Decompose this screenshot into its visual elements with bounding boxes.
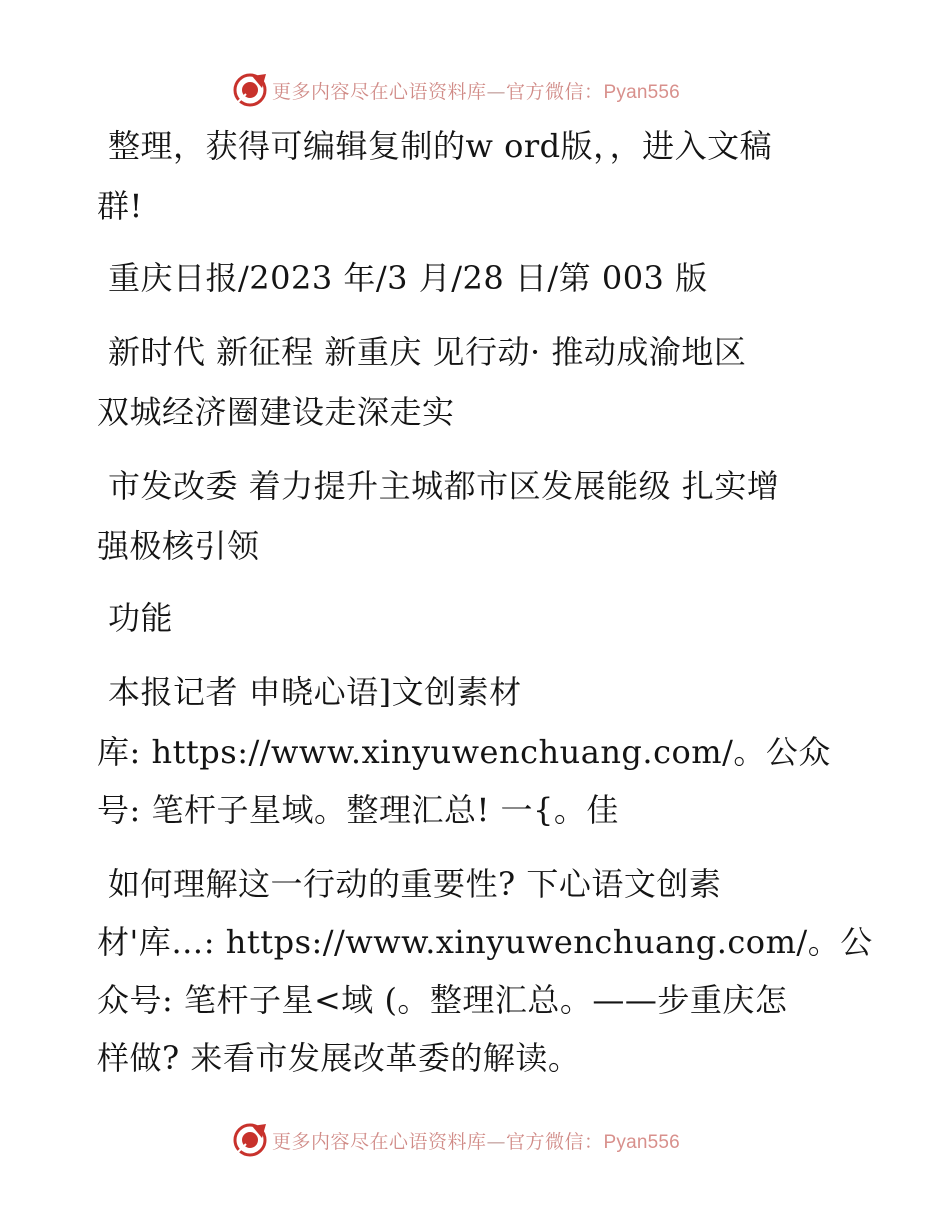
header-channel-label: 官方微信： — [506, 80, 604, 103]
body-line-6: 市发改委 着力提升主城都市区发展能级 扎实增 — [108, 467, 780, 505]
body-line-8: 功能 — [108, 599, 174, 637]
footer-separator: — — [486, 1130, 507, 1153]
body-line-9: 本报记者 申晓心语]文创素材 — [108, 673, 522, 711]
footer-site-text: 更多内容尽在心语资料库 — [272, 1130, 487, 1153]
header-banner-text — [272, 77, 680, 104]
body-line-2: 群! — [97, 187, 143, 225]
body-line-1: 整理，获得可编辑复制的w ord版，，进入文稿 — [108, 127, 773, 165]
body-line-13: 材'库…: https://www.xinyuwenchuang.com/。公 — [97, 923, 873, 961]
body-line-15: 样做? 来看市发展改革委的解读。 — [97, 1039, 581, 1077]
body-line-11: 号: 笔杆子星域。整理汇总! 一{。佳 — [97, 791, 619, 829]
header-banner — [232, 70, 680, 110]
body-line-4: 新时代 新征程 新重庆 见行动· 推动成渝地区 — [108, 333, 747, 371]
body-line-7: 强极核引领 — [97, 527, 260, 565]
header-site-text: 更多内容尽在心语资料库 — [272, 80, 487, 103]
footer-wechat-id: Pyan556 — [603, 1131, 680, 1153]
body-line-12: 如何理解这一行动的重要性? 下心语文创素 — [108, 865, 722, 903]
brand-logo-icon — [232, 72, 268, 108]
footer-channel-label: 官方微信： — [506, 1130, 604, 1153]
body-line-5: 双城经济圈建设走深走实 — [97, 393, 455, 431]
brand-logo-icon — [232, 1122, 268, 1158]
body-line-14: 众号: 笔杆子星<域 (。整理汇总。——步重庆怎 — [97, 981, 788, 1019]
footer-banner-text — [272, 1127, 680, 1154]
footer-banner — [232, 1120, 680, 1160]
header-wechat-id: Pyan556 — [603, 81, 680, 103]
header-separator: — — [486, 80, 507, 103]
body-line-10: 库: https://www.xinyuwenchuang.com/。公众 — [97, 733, 831, 771]
body-line-3: 重庆日报/2023 年/3 月/28 日/第 003 版 — [108, 259, 708, 297]
